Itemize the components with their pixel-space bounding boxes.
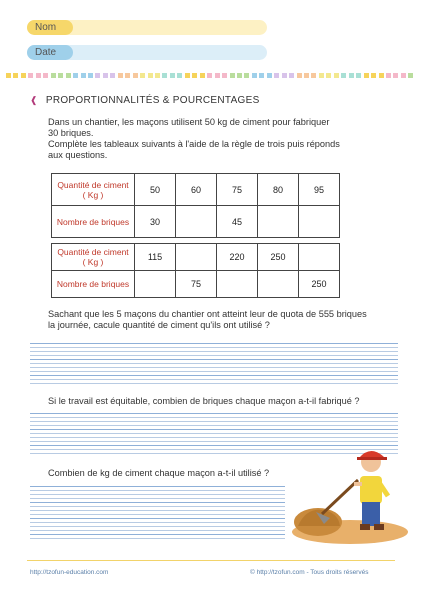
stripe-dash bbox=[148, 73, 153, 78]
stripe-dash bbox=[110, 73, 115, 78]
intro-line: 30 briques. bbox=[48, 128, 94, 138]
table-cell[interactable] bbox=[135, 271, 176, 298]
name-label: Nom bbox=[27, 20, 73, 35]
stripe-dash bbox=[311, 73, 316, 78]
ruled-line bbox=[30, 355, 398, 356]
stripe-dash bbox=[386, 73, 391, 78]
question-1 bbox=[48, 309, 367, 331]
table-cell[interactable]: 250 bbox=[299, 271, 340, 298]
answer-lines-3[interactable] bbox=[30, 486, 285, 542]
table-cell: 50 bbox=[135, 174, 176, 206]
table-cell: 60 bbox=[176, 174, 217, 206]
intro-paragraph bbox=[48, 117, 340, 161]
ruled-line bbox=[30, 383, 398, 384]
stripe-dash bbox=[192, 73, 197, 78]
stripe-dash bbox=[371, 73, 376, 78]
bullet-icon: ❰ bbox=[30, 95, 38, 105]
ruled-line bbox=[30, 498, 285, 499]
ruled-line bbox=[30, 425, 398, 426]
intro-line: Dans un chantier, les maçons utilisent 50 kg de ciment pour fabriquer bbox=[48, 117, 330, 127]
stripe-dash bbox=[408, 73, 413, 78]
answer-lines-1[interactable] bbox=[30, 343, 398, 387]
table-cell[interactable]: 115 bbox=[135, 244, 176, 271]
question-line: la journée, cacule quantité de ciment qu'ils ont utilisé ? bbox=[48, 320, 270, 330]
stripe-dash bbox=[200, 73, 205, 78]
footer-right-credit: © http://tzofun.com - Tous droits réservés bbox=[250, 569, 369, 576]
ruled-line bbox=[30, 421, 398, 422]
stripe-dash bbox=[222, 73, 227, 78]
decorative-stripe bbox=[6, 73, 415, 78]
stripe-dash bbox=[364, 73, 369, 78]
ruled-line bbox=[30, 379, 398, 380]
ruled-line bbox=[30, 375, 398, 376]
ruled-line bbox=[30, 413, 398, 414]
stripe-dash bbox=[274, 73, 279, 78]
stripe-dash bbox=[401, 73, 406, 78]
footer-left-link[interactable]: http://tzofun-education.com bbox=[30, 569, 109, 576]
footer-rule bbox=[27, 560, 395, 561]
table-cell[interactable] bbox=[176, 206, 217, 238]
ruled-line bbox=[30, 363, 398, 364]
stripe-dash bbox=[259, 73, 264, 78]
stripe-dash bbox=[289, 73, 294, 78]
stripe-dash bbox=[230, 73, 235, 78]
ruled-line bbox=[30, 534, 285, 535]
table-cell[interactable] bbox=[176, 244, 217, 271]
ruled-line bbox=[30, 351, 398, 352]
section-heading bbox=[30, 95, 260, 106]
stripe-dash bbox=[13, 73, 18, 78]
stripe-dash bbox=[341, 73, 346, 78]
ruled-line bbox=[30, 494, 285, 495]
ruled-line bbox=[30, 510, 285, 511]
ruled-line bbox=[30, 518, 285, 519]
ruled-line bbox=[30, 506, 285, 507]
ruled-line bbox=[30, 343, 398, 344]
stripe-dash bbox=[51, 73, 56, 78]
table-cell[interactable]: 30 bbox=[135, 206, 176, 238]
stripe-dash bbox=[88, 73, 93, 78]
table-cell: 75 bbox=[217, 174, 258, 206]
section-title: PROPORTIONNALITÉS & POURCENTAGES bbox=[45, 95, 260, 106]
ruled-line bbox=[30, 417, 398, 418]
ruled-line bbox=[30, 530, 285, 531]
stripe-dash bbox=[95, 73, 100, 78]
table-cell: 80 bbox=[258, 174, 299, 206]
stripe-dash bbox=[66, 73, 71, 78]
proportion-table-1 bbox=[51, 173, 340, 238]
ruled-line bbox=[30, 371, 398, 372]
stripe-dash bbox=[379, 73, 384, 78]
stripe-dash bbox=[282, 73, 287, 78]
stripe-dash bbox=[393, 73, 398, 78]
question-line: Si le travail est équitable, combien de briques chaque maçon a-t-il fabriqué ? bbox=[48, 396, 360, 406]
stripe-dash bbox=[21, 73, 26, 78]
intro-line: Complète les tableaux suivants à l'aide de la règle de trois puis réponds bbox=[48, 139, 340, 149]
table-row bbox=[52, 271, 340, 298]
ruled-line bbox=[30, 514, 285, 515]
question-2 bbox=[48, 396, 360, 407]
ruled-line bbox=[30, 367, 398, 368]
row-header-line: ( Kg ) bbox=[82, 257, 104, 267]
ruled-line bbox=[30, 522, 285, 523]
ruled-line bbox=[30, 347, 398, 348]
table-row bbox=[52, 206, 340, 238]
ruled-line bbox=[30, 526, 285, 527]
intro-line: aux questions. bbox=[48, 150, 108, 160]
stripe-dash bbox=[252, 73, 257, 78]
stripe-dash bbox=[118, 73, 123, 78]
stripe-dash bbox=[326, 73, 331, 78]
row-header-bricks bbox=[52, 206, 135, 238]
stripe-dash bbox=[349, 73, 354, 78]
stripe-dash bbox=[177, 73, 182, 78]
stripe-dash bbox=[58, 73, 63, 78]
stripe-dash bbox=[297, 73, 302, 78]
stripe-dash bbox=[237, 73, 242, 78]
stripe-dash bbox=[170, 73, 175, 78]
stripe-dash bbox=[140, 73, 145, 78]
table-cell[interactable] bbox=[217, 271, 258, 298]
ruled-line bbox=[30, 359, 398, 360]
table-cell[interactable] bbox=[299, 244, 340, 271]
table-row bbox=[52, 244, 340, 271]
question-line: Combien de kg de ciment chaque maçon a-t-il utilisé ? bbox=[48, 468, 270, 478]
stripe-dash bbox=[81, 73, 86, 78]
stripe-dash bbox=[73, 73, 78, 78]
table-row bbox=[52, 174, 340, 206]
table-cell: 95 bbox=[299, 174, 340, 206]
stripe-dash bbox=[6, 73, 11, 78]
question-3 bbox=[48, 468, 269, 479]
stripe-dash bbox=[162, 73, 167, 78]
stripe-dash bbox=[267, 73, 272, 78]
stripe-dash bbox=[125, 73, 130, 78]
stripe-dash bbox=[319, 73, 324, 78]
stripe-dash bbox=[304, 73, 309, 78]
stripe-dash bbox=[28, 73, 33, 78]
date-label: Date bbox=[27, 45, 73, 60]
table-cell[interactable]: 75 bbox=[176, 271, 217, 298]
table-cell[interactable]: 220 bbox=[217, 244, 258, 271]
row-header-cement bbox=[52, 244, 135, 271]
ruled-line bbox=[30, 538, 285, 539]
table-cell[interactable]: 250 bbox=[258, 244, 299, 271]
stripe-dash bbox=[103, 73, 108, 78]
stripe-dash bbox=[334, 73, 339, 78]
ruled-line bbox=[30, 486, 285, 487]
row-header-line: Nombre de briques bbox=[56, 279, 130, 289]
stripe-dash bbox=[356, 73, 361, 78]
stripe-dash bbox=[43, 73, 48, 78]
row-header-line: Nombre de briques bbox=[56, 216, 130, 227]
ruled-line bbox=[30, 490, 285, 491]
ruled-line bbox=[30, 433, 398, 434]
stripe-dash bbox=[36, 73, 41, 78]
stripe-dash bbox=[244, 73, 249, 78]
ruled-line bbox=[30, 429, 398, 430]
row-header-line: ( Kg ) bbox=[82, 189, 104, 200]
row-header-cement bbox=[52, 174, 135, 206]
ruled-line bbox=[30, 437, 398, 438]
stripe-dash bbox=[133, 73, 138, 78]
worker-shoveling-icon bbox=[288, 440, 408, 548]
table-cell[interactable] bbox=[258, 271, 299, 298]
row-header-bricks bbox=[52, 271, 135, 298]
proportion-table-2 bbox=[51, 243, 340, 298]
row-header-line: Quantité de ciment bbox=[57, 179, 129, 190]
date-field[interactable] bbox=[27, 45, 267, 60]
ruled-line bbox=[30, 502, 285, 503]
stripe-dash bbox=[155, 73, 160, 78]
table-cell[interactable]: 45 bbox=[217, 206, 258, 238]
question-line: Sachant que les 5 maçons du chantier ont atteint leur de quota de 555 briques bbox=[48, 309, 367, 319]
stripe-dash bbox=[185, 73, 190, 78]
table-cell[interactable] bbox=[258, 206, 299, 238]
name-field[interactable] bbox=[27, 20, 267, 35]
stripe-dash bbox=[207, 73, 212, 78]
table-cell[interactable] bbox=[299, 206, 340, 238]
row-header-line: Quantité de ciment bbox=[57, 247, 129, 257]
stripe-dash bbox=[215, 73, 220, 78]
